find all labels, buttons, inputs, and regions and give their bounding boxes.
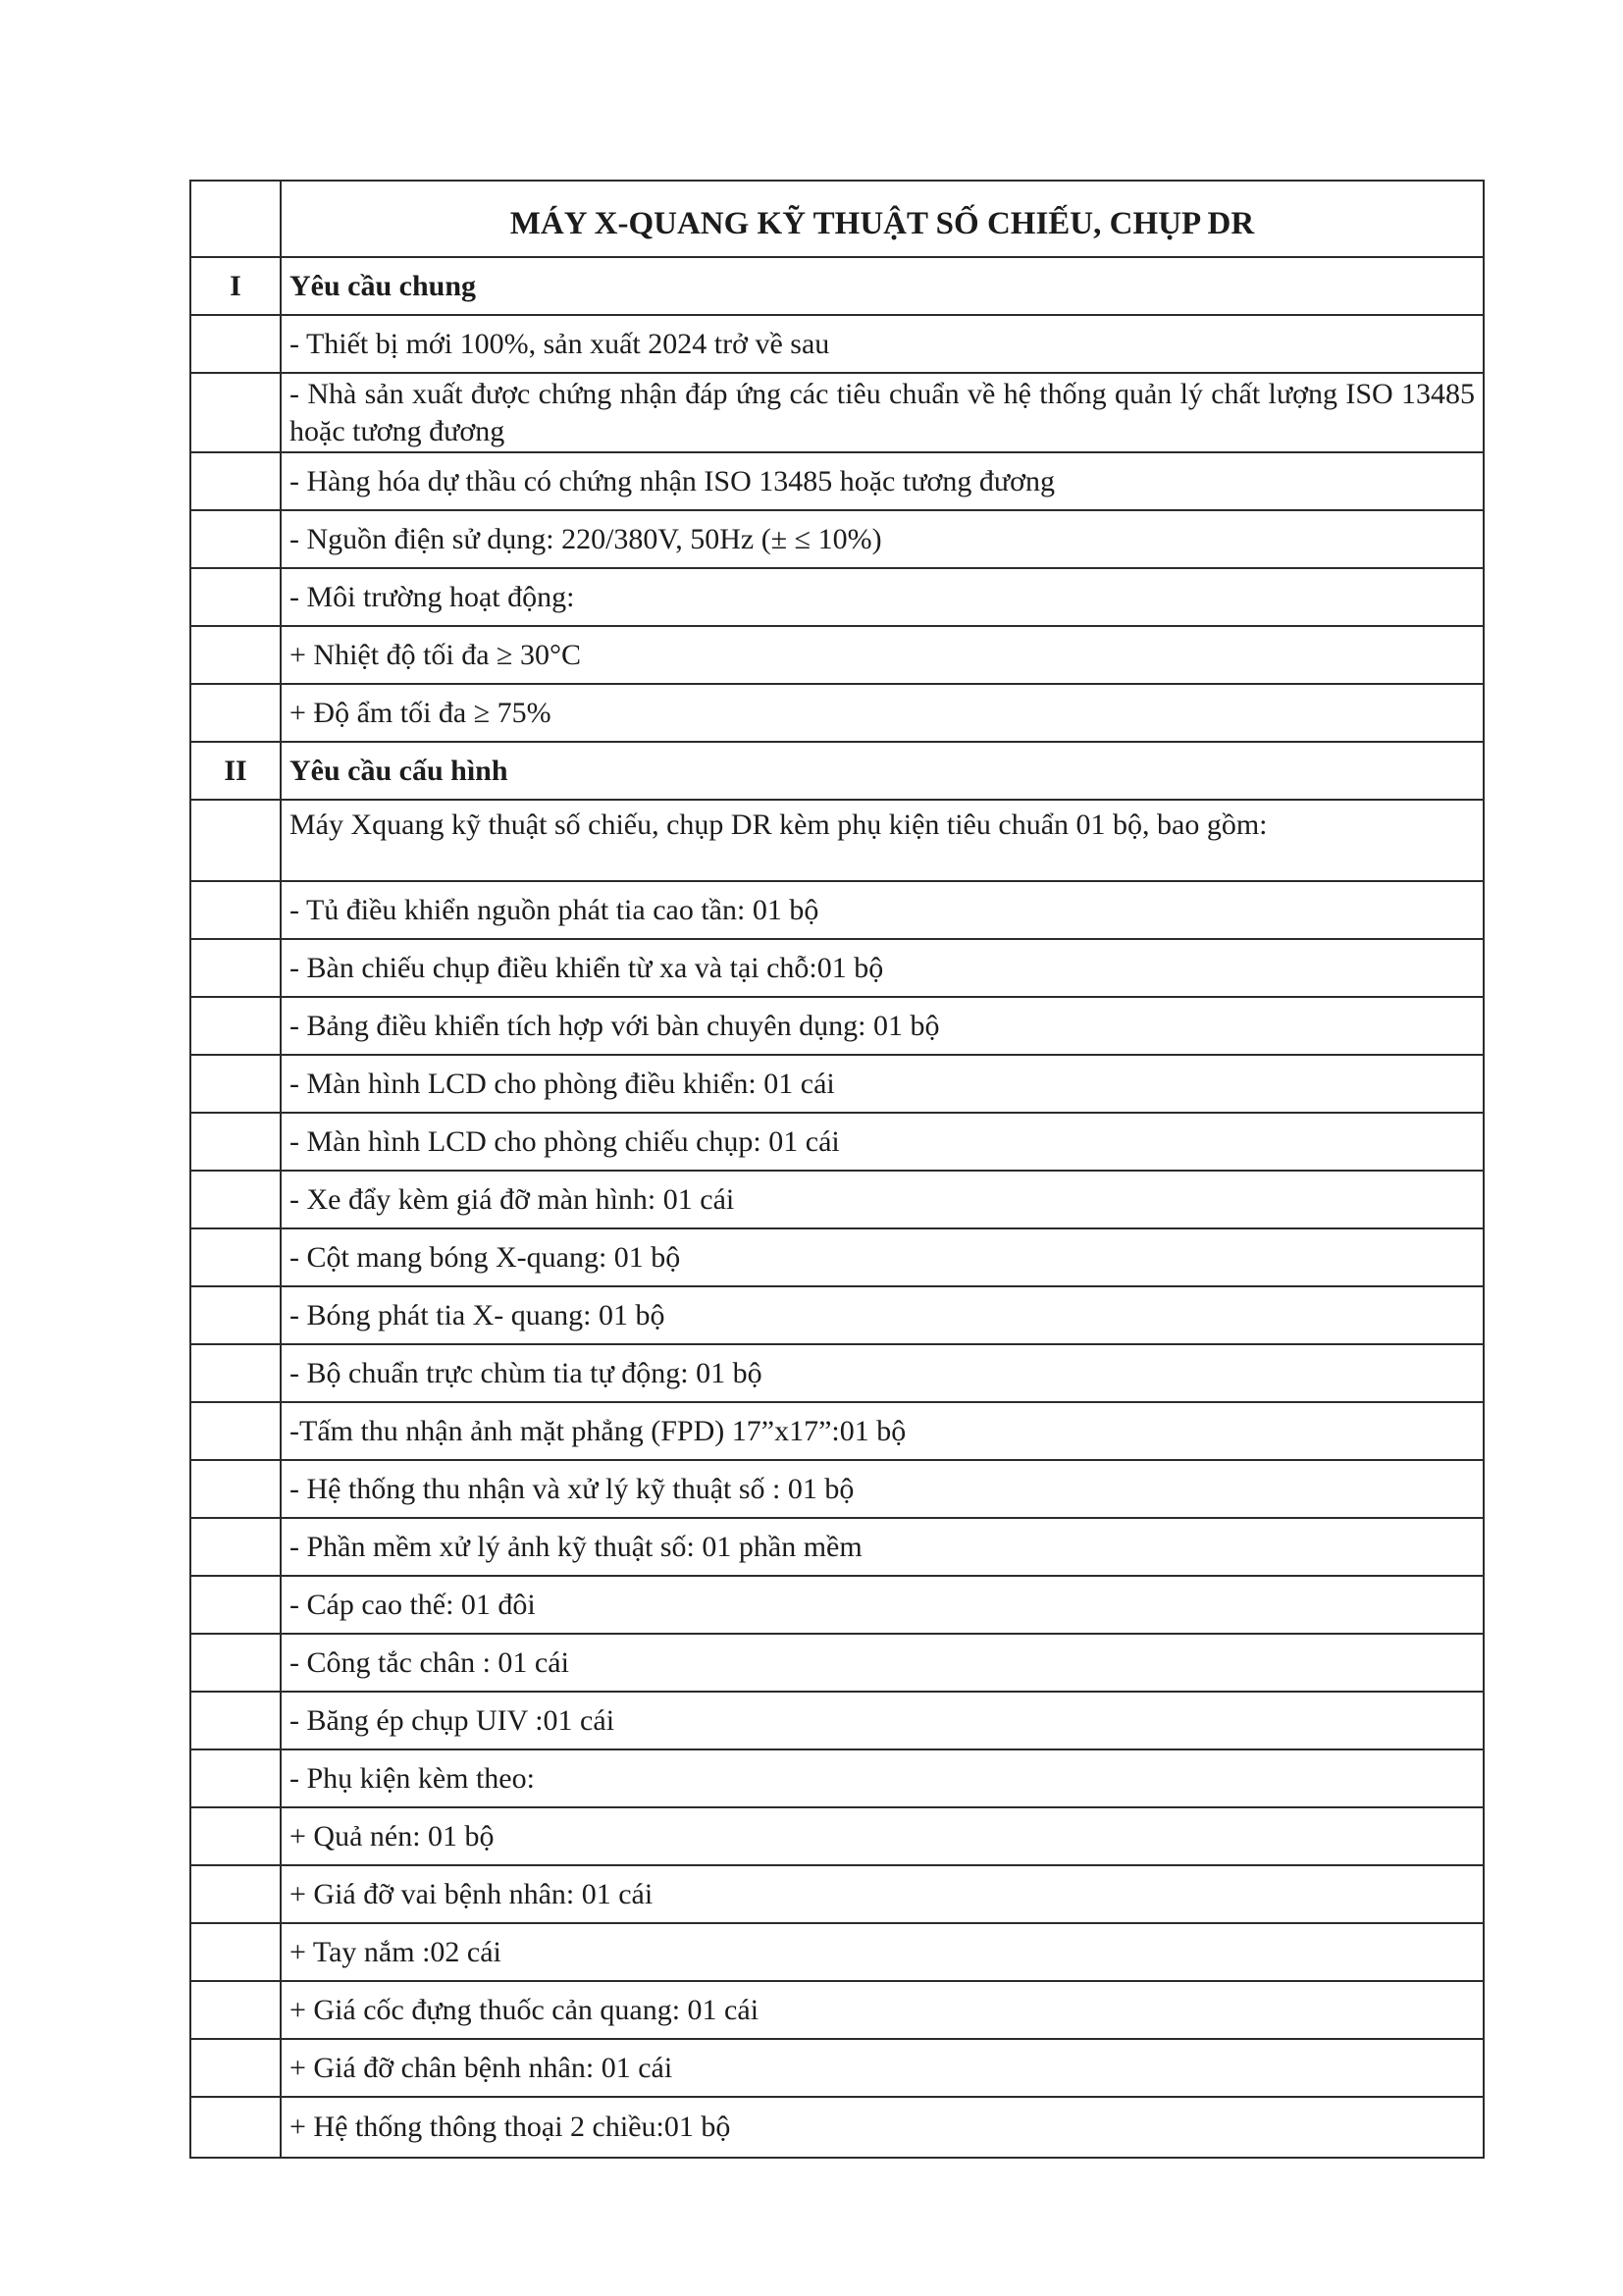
configuration-item: - Công tắc chân : 01 cái	[281, 1634, 1484, 1692]
configuration-item: -Tấm thu nhận ảnh mặt phẳng (FPD) 17”x17”:01 bộ	[281, 1402, 1484, 1460]
configuration-item: - Bóng phát tia X- quang: 01 bộ	[281, 1286, 1484, 1344]
configuration-item: - Phụ kiện kèm theo:	[281, 1749, 1484, 1807]
spec-table	[189, 180, 1485, 2159]
table-row	[190, 626, 1484, 684]
configuration-item: + Quả nén: 01 bộ	[281, 1807, 1484, 1865]
configuration-item: - Cột mang bóng X-quang: 01 bộ	[281, 1228, 1484, 1286]
configuration-item: + Giá đỡ chân bệnh nhân: 01 cái	[281, 2039, 1484, 2097]
configuration-item: - Bàn chiếu chụp điều khiển từ xa và tại chỗ:01 bộ	[281, 939, 1484, 997]
intro-row	[190, 800, 1484, 881]
section-header-row	[190, 742, 1484, 800]
table-row	[190, 1923, 1484, 1981]
table-row	[190, 1865, 1484, 1923]
table-row	[190, 510, 1484, 568]
table-row	[190, 1113, 1484, 1171]
configuration-item: + Giá đỡ vai bệnh nhân: 01 cái	[281, 1865, 1484, 1923]
section-heading: Yêu cầu cấu hình	[281, 742, 1484, 800]
document-title: MÁY X-QUANG KỸ THUẬT SỐ CHIẾU, CHỤP DR	[281, 181, 1484, 257]
configuration-item: + Tay nắm :02 cái	[281, 1923, 1484, 1981]
table-row	[190, 2039, 1484, 2097]
configuration-item: - Tủ điều khiển nguồn phát tia cao tần: 01 bộ	[281, 881, 1484, 939]
configuration-item: - Bộ chuẩn trực chùm tia tự động: 01 bộ	[281, 1344, 1484, 1402]
table-row	[190, 1634, 1484, 1692]
table-row	[190, 1749, 1484, 1807]
table-row	[190, 1228, 1484, 1286]
configuration-item: - Bảng điều khiển tích hợp với bàn chuyên dụng: 01 bộ	[281, 997, 1484, 1055]
table-row	[190, 1981, 1484, 2039]
table-row	[190, 881, 1484, 939]
table-row	[190, 568, 1484, 626]
table-row	[190, 1518, 1484, 1576]
table-row	[190, 939, 1484, 997]
requirement-text: + Nhiệt độ tối đa ≥ 30°C	[281, 626, 1484, 684]
requirement-text: - Nhà sản xuất được chứng nhận đáp ứng các tiêu chuẩn về hệ thống quản lý chất lượng ISO 13485 hoặc tương đương	[281, 373, 1484, 452]
section-number: I	[190, 257, 281, 315]
section-header-row	[190, 257, 1484, 315]
requirement-text: - Nguồn điện sử dụng: 220/380V, 50Hz (± ≤ 10%)	[281, 510, 1484, 568]
configuration-item: + Giá cốc đựng thuốc cản quang: 01 cái	[281, 1981, 1484, 2039]
table-row	[190, 1807, 1484, 1865]
configuration-item: - Phần mềm xử lý ảnh kỹ thuật số: 01 phần mềm	[281, 1518, 1484, 1576]
configuration-intro: Máy Xquang kỹ thuật số chiếu, chụp DR kèm phụ kiện tiêu chuẩn 01 bộ, bao gồm:	[281, 800, 1484, 881]
table-row	[190, 373, 1484, 452]
table-row	[190, 1460, 1484, 1518]
table-row	[190, 2097, 1484, 2158]
table-row	[190, 1576, 1484, 1634]
configuration-item: - Xe đẩy kèm giá đỡ màn hình: 01 cái	[281, 1171, 1484, 1228]
table-row	[190, 1692, 1484, 1749]
table-row	[190, 315, 1484, 373]
blank-number-cell	[190, 181, 281, 257]
table-row	[190, 1402, 1484, 1460]
requirement-text: - Môi trường hoạt động:	[281, 568, 1484, 626]
requirement-text: - Thiết bị mới 100%, sản xuất 2024 trở về sau	[281, 315, 1484, 373]
table-row	[190, 684, 1484, 742]
section-heading: Yêu cầu chung	[281, 257, 1484, 315]
configuration-item: - Màn hình LCD cho phòng điều khiển: 01 cái	[281, 1055, 1484, 1113]
configuration-item: - Cáp cao thế: 01 đôi	[281, 1576, 1484, 1634]
table-row	[190, 452, 1484, 510]
table-row	[190, 1344, 1484, 1402]
section-number: II	[190, 742, 281, 800]
configuration-item: + Hệ thống thông thoại 2 chiều:01 bộ	[281, 2097, 1484, 2158]
configuration-item: - Băng ép chụp UIV :01 cái	[281, 1692, 1484, 1749]
table-row	[190, 997, 1484, 1055]
configuration-item: - Hệ thống thu nhận và xử lý kỹ thuật số : 01 bộ	[281, 1460, 1484, 1518]
requirement-text: + Độ ẩm tối đa ≥ 75%	[281, 684, 1484, 742]
table-row	[190, 1286, 1484, 1344]
table-row	[190, 1055, 1484, 1113]
configuration-item: - Màn hình LCD cho phòng chiếu chụp: 01 cái	[281, 1113, 1484, 1171]
requirement-text: - Hàng hóa dự thầu có chứng nhận ISO 13485 hoặc tương đương	[281, 452, 1484, 510]
title-row	[190, 181, 1484, 257]
table-row	[190, 1171, 1484, 1228]
